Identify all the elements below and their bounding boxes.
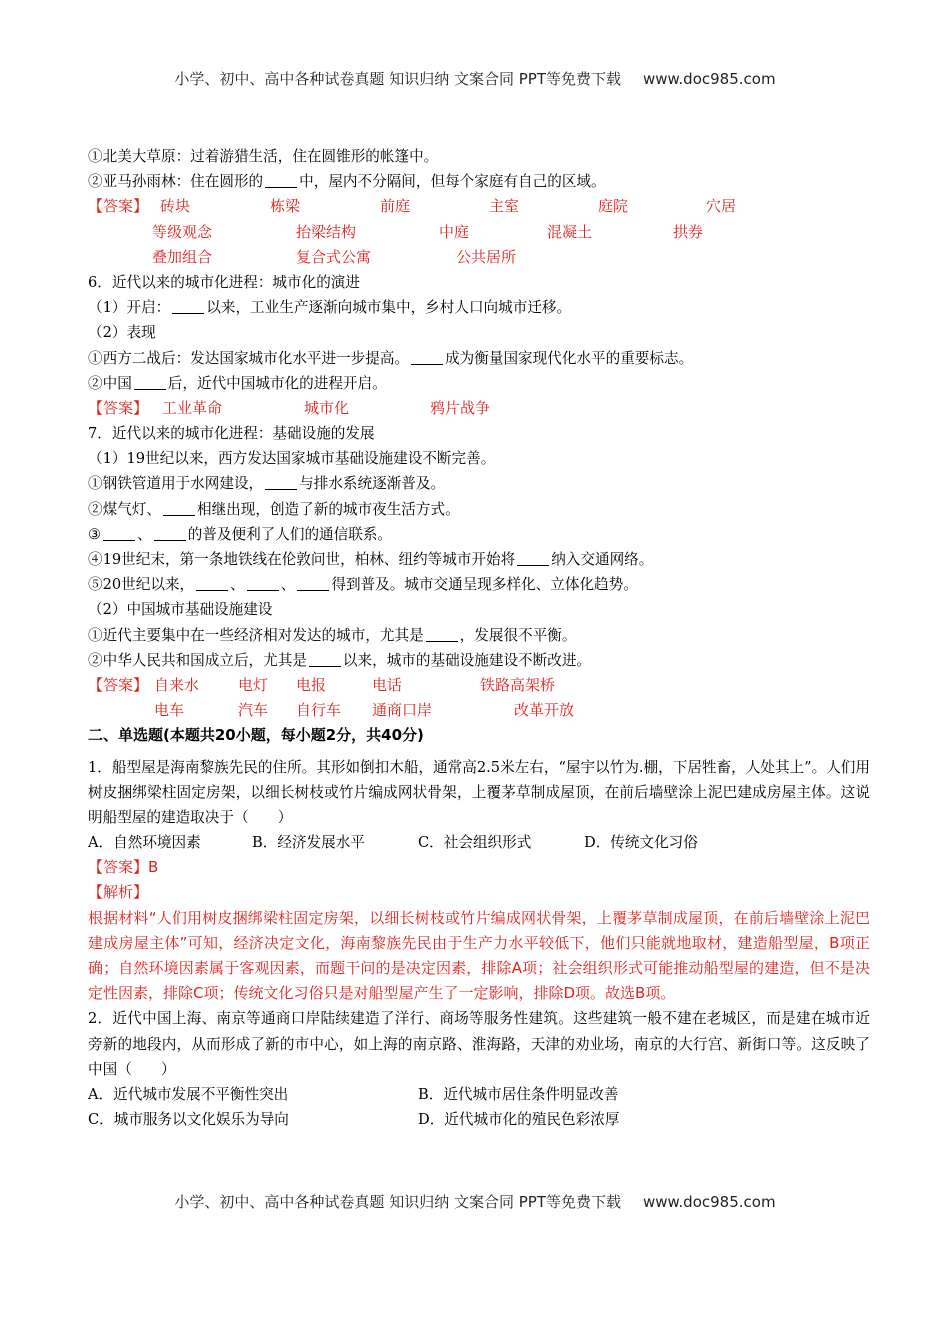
q1-option-b: B．经济发展水平 — [252, 834, 365, 852]
s6-p1: （1）开启： 以来，工业生产逐渐向城市集中，乡村人口向城市迁移。 — [88, 299, 572, 317]
q2-option-b: B．近代城市居住条件明显改善 — [418, 1086, 619, 1104]
s7-line1: ①钢铁管道用于水网建设， 与排水系统逐渐普及。 — [88, 475, 446, 493]
q1-options — [88, 830, 870, 855]
s6-title: 6．近代以来的城市化进程：城市化的演进 — [88, 273, 360, 291]
page-footer — [0, 1191, 950, 1212]
document-body — [88, 144, 870, 1132]
page-header — [0, 68, 950, 89]
answer-label: 【答案】 — [88, 197, 149, 216]
s5-answer-row1: 【答案】 砖块 栋梁 前庭 主室 庭院 穴居 — [88, 194, 870, 219]
s7-line6: ①近代主要集中在一些经济相对发达的城市，尤其是 ，发展很不平衡。 — [88, 626, 577, 644]
q2-option-a: A．近代城市发展不平衡性突出 — [88, 1086, 289, 1104]
s5-line1: ①北美大草原：过着游猎生活，住在圆锥形的帐篷中。 — [88, 148, 439, 165]
s6-answer-row: 【答案】 工业革命 城市化 鸦片战争 — [88, 398, 491, 417]
q1-stem: 1．船型屋是海南黎族先民的住所。其形如倒扣木船，通常高2.5米左右，“屋宇以竹为.棚，下居牲畜，人处其上”。人们用树皮捆绑梁柱固定房架，以细长树枝或竹片编成网状骨架，上覆茅草制成屋顶，在前后墙壁涂上泥巴建成房屋主体。这说明船型屋的建造取决于（ ） — [88, 758, 870, 826]
footer-text: 小学、初中、高中各种试卷真题 知识归纳 文案合同 PPT等免费下载 — [174, 1193, 621, 1211]
q1-analysis-label: 【解析】 — [88, 883, 149, 902]
s7-answer-row1: 【答案】 自来水 电灯 电报 电话 铁路高架桥 — [88, 675, 556, 694]
q2-options-row2 — [88, 1107, 870, 1132]
q2-stem: 2．近代中国上海、南京等通商口岸陆续建造了洋行、商场等服务性建筑。这些建筑一般不建在老城区，而是建在城市近旁新的地段内，从而形成了新的市中心，如上海的南京路、淮海路，天津的劝业场，南京的大行宫、新街口等。这反映了中国（ ） — [88, 1010, 870, 1078]
s7-line5: ⑤20世纪以来， 、 、 得到普及。城市交通呈现多样化、立体化趋势。 — [88, 576, 638, 594]
s5-answer-row2: 等级观念 抬梁结构 中庭 混凝土 拱券 — [152, 222, 704, 241]
q1-option-c: C．社会组织形式 — [418, 834, 532, 852]
q2-option-c: C．城市服务以文化娱乐为导向 — [88, 1111, 289, 1129]
s6-line2: ②中国 后，近代中国城市化的进程开启。 — [88, 374, 387, 392]
s7-line3: ③ 、 的普及便利了人们的通信联系。 — [88, 525, 393, 543]
q2-option-d: D．近代城市化的殖民色彩浓厚 — [418, 1111, 620, 1129]
part2-title: 二、单选题(本题共20小题，每小题2分，共40分) — [88, 726, 424, 745]
s6-p2: （2）表现 — [88, 324, 156, 342]
q1-analysis: 根据材料“人们用树皮捆绑梁柱固定房架，以细长树枝或竹片编成网状骨架，上覆茅草制成屋顶，在前后墙壁涂上泥巴建成房屋主体”可知，经济决定文化，海南黎族先民由于生产力水平较低下，他们只能就地取材，建造船型屋，B项正确；自然环境因素属于客观因素，而题干问的是决定因素，排除A项；社会组织形式可能推动船型屋的建造，但不是决定性因素，排除C项；传统文化习俗只是对船型屋产生了一定影响，排除D项。故选B项。 — [88, 908, 870, 1003]
footer-url: www.doc985.com — [642, 1193, 776, 1211]
s7-title: 7．近代以来的城市化进程：基础设施的发展 — [88, 425, 375, 443]
fill-blank — [265, 172, 297, 188]
s7-line4: ④19世纪末，第一条地铁线在伦敦问世，柏林、纽约等城市开始将 纳入交通网络。 — [88, 551, 654, 568]
header-text: 小学、初中、高中各种试卷真题 知识归纳 文案合同 PPT等免费下载 — [174, 70, 621, 88]
s6-line1: ①西方二战后：发达国家城市化水平进一步提高。 成为衡量国家现代化水平的重要标志。 — [88, 349, 694, 367]
q2-options-row1 — [88, 1082, 870, 1107]
q1-option-a: A．自然环境因素 — [88, 834, 201, 852]
q1-answer: 【答案】B — [88, 858, 159, 877]
s7-p2: （2）中国城市基础设施建设 — [88, 601, 273, 619]
s5-line2: ②亚马孙雨林：住在圆形的 中，屋内不分隔间，但每个家庭有自己的区域。 — [88, 173, 606, 191]
s7-line7: ②中华人民共和国成立后，尤其是 以来，城市的基础设施建设不断改进。 — [88, 651, 592, 669]
header-url: www.doc985.com — [642, 70, 776, 88]
s7-line2: ②煤气灯、 相继出现，创造了新的城市夜生活方式。 — [88, 500, 460, 518]
s7-answer-row2: 电车 汽车 自行车 通商口岸 改革开放 — [154, 701, 575, 720]
q1-option-d: D．传统文化习俗 — [584, 834, 698, 852]
s5-answer-row3: 叠加组合 复合式公寓 公共居所 — [152, 247, 517, 266]
s7-p1: （1）19世纪以来，西方发达国家城市基础设施建设不断完善。 — [88, 450, 496, 468]
